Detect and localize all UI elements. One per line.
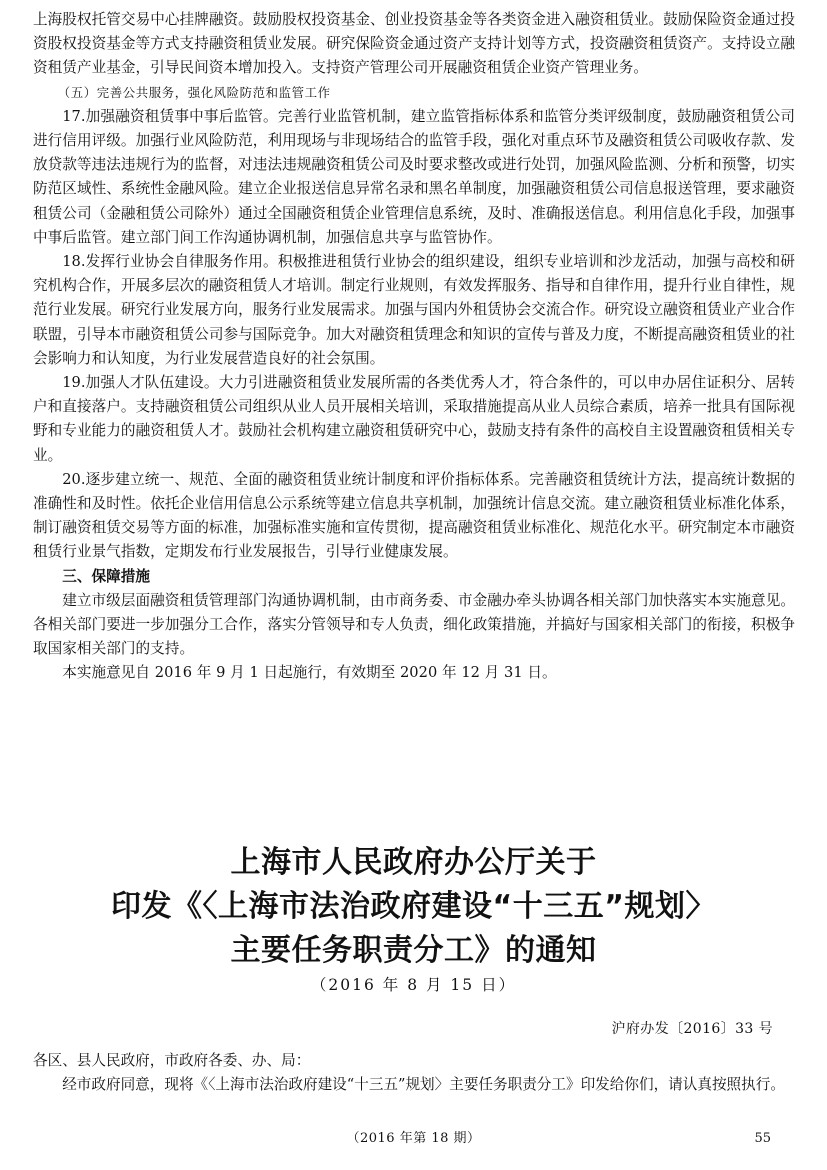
paragraph-item-19: 19.加强人才队伍建设。大力引进融资租赁业发展所需的各类优秀人才，符合条件的，可以申办居住证积分、居转户和直接落户。支持融资租赁公司组织从业人员开展相关培训，采取措施提高从业人员综合素质，培养一批具有国际视野和专业能力的融资租赁人才。鼓励社会机构建立融资租赁研究中心，鼓励支持有条件的高校自主设置融资租赁相关专业。: [33, 374, 795, 464]
paragraph-continuation: 上海股权托管交易中心挂牌融资。鼓励股权投资基金、创业投资基金等各类资金进入融资租赁业。鼓励保险资金通过投资股权投资基金等方式支持融资租赁业发展。研究保险资金通过资产支持计划等方式，投资融资租赁资产。支持设立融资租赁产业基金，引导民间资本增加投入。支持资产管理公司开展融资租赁企业资产管理业务。: [33, 11, 795, 77]
notice-title-line-2: 印发《〈上海市法治政府建设“十三五”规划〉: [111, 889, 716, 924]
paragraph-safeguards: 建立市级层面融资租赁管理部门沟通协调机制，由市商务委、市金融办牵头协调各相关部门加快落实本实施意见。各相关部门要进一步加强分工合作，落实分管领导和专人负责，细化政策措施，并搞好与国家相关部门的衔接，积极争取国家相关部门的支持。: [33, 591, 795, 658]
paragraph-effective-date: 本实施意见自 2016 年 9 月 1 日起施行，有效期至 2020 年 12 月 31 日。: [62, 664, 557, 682]
section-subheading: （五）完善公共服务，强化风险防范和监管工作: [57, 84, 331, 100]
paragraph-item-18: 18.发挥行业协会自律服务作用。积极推进租赁行业协会的组织建设，组织专业培训和沙龙活动，加强与高校和研究机构合作，开展多层次的融资租赁人才培训。制定行业规则，有效发挥服务、指导和自律作用，提升行业自律性，规范行业发展。研究行业发展方向，服务行业发展需求。加强与国内外租赁协会交流合作。研究设立融资租赁业产业合作联盟，引导本市融资租赁公司参与国际竞争。加大对融资租赁理念和知识的宣传与普及力度，不断提高融资租赁业的社会影响力和认知度，为行业发展营造良好的社会氛围。: [33, 253, 795, 367]
notice-title-line-1: 上海市人民政府办公厅关于: [230, 845, 597, 880]
footer-issue-number: （2016 年第 18 期）: [346, 1131, 481, 1146]
paragraph-item-20: 20.逐步建立统一、规范、全面的融资租赁业统计制度和评价指标体系。完善融资租赁统计方法，提高统计数据的准确性和及时性。依托企业信用信息公示系统等建立信息共享机制，加强统计信息交流。建立融资租赁业标准化体系，制订融资租赁交易等方面的标准，加强标准实施和宣传贯彻，提高融资租赁业标准化、规范化水平。研究制定本市融资租赁行业景气指数，定期发布行业发展报告，引导行业健康发展。: [33, 470, 795, 561]
notice-title-block: [0, 841, 827, 997]
section-heading-safeguards: 三、保障措施: [62, 567, 151, 585]
notice-addressee: 各区、县人民政府，市政府各委、办、局：: [33, 1052, 311, 1069]
footer-page-number: 55: [754, 1131, 771, 1146]
document-number: 沪府办发〔2016〕33 号: [611, 1021, 773, 1037]
notice-content: 经市政府同意，现将《〈上海市法治政府建设“十三五”规划〉主要任务职责分工》印发给你们，请认真按照执行。: [62, 1076, 785, 1093]
paragraph-item-17: 17.加强融资租赁事中事后监管。完善行业监管机制，建立监管指标体系和监管分类评级制度，鼓励融资租赁公司进行信用评级。加强行业风险防范，利用现场与非现场结合的监管手段，强化对重点环节及融资租赁公司吸收存款、发放贷款等违法违规行为的监督，对违法违规融资租赁公司及时要求整改或进行处罚，加强风险监测、分析和预警，切实防范区域性、系统性金融风险。建立企业报送信息异常名录和黑名单制度，加强融资租赁公司信息报送管理，要求融资租赁公司（金融租赁公司除外）通过全国融资租赁企业管理信息系统，及时、准确报送信息。利用信息化手段，加强事中事后监管。建立部门间工作沟通协调机制，加强信息共享与监管协作。: [33, 107, 795, 246]
notice-body: [33, 1049, 795, 1097]
notice-date: （2016 年 8 月 15 日）: [310, 976, 517, 994]
notice-title-line-3: 主要任务职责分工》的通知: [230, 933, 597, 968]
article-body: [33, 8, 795, 686]
